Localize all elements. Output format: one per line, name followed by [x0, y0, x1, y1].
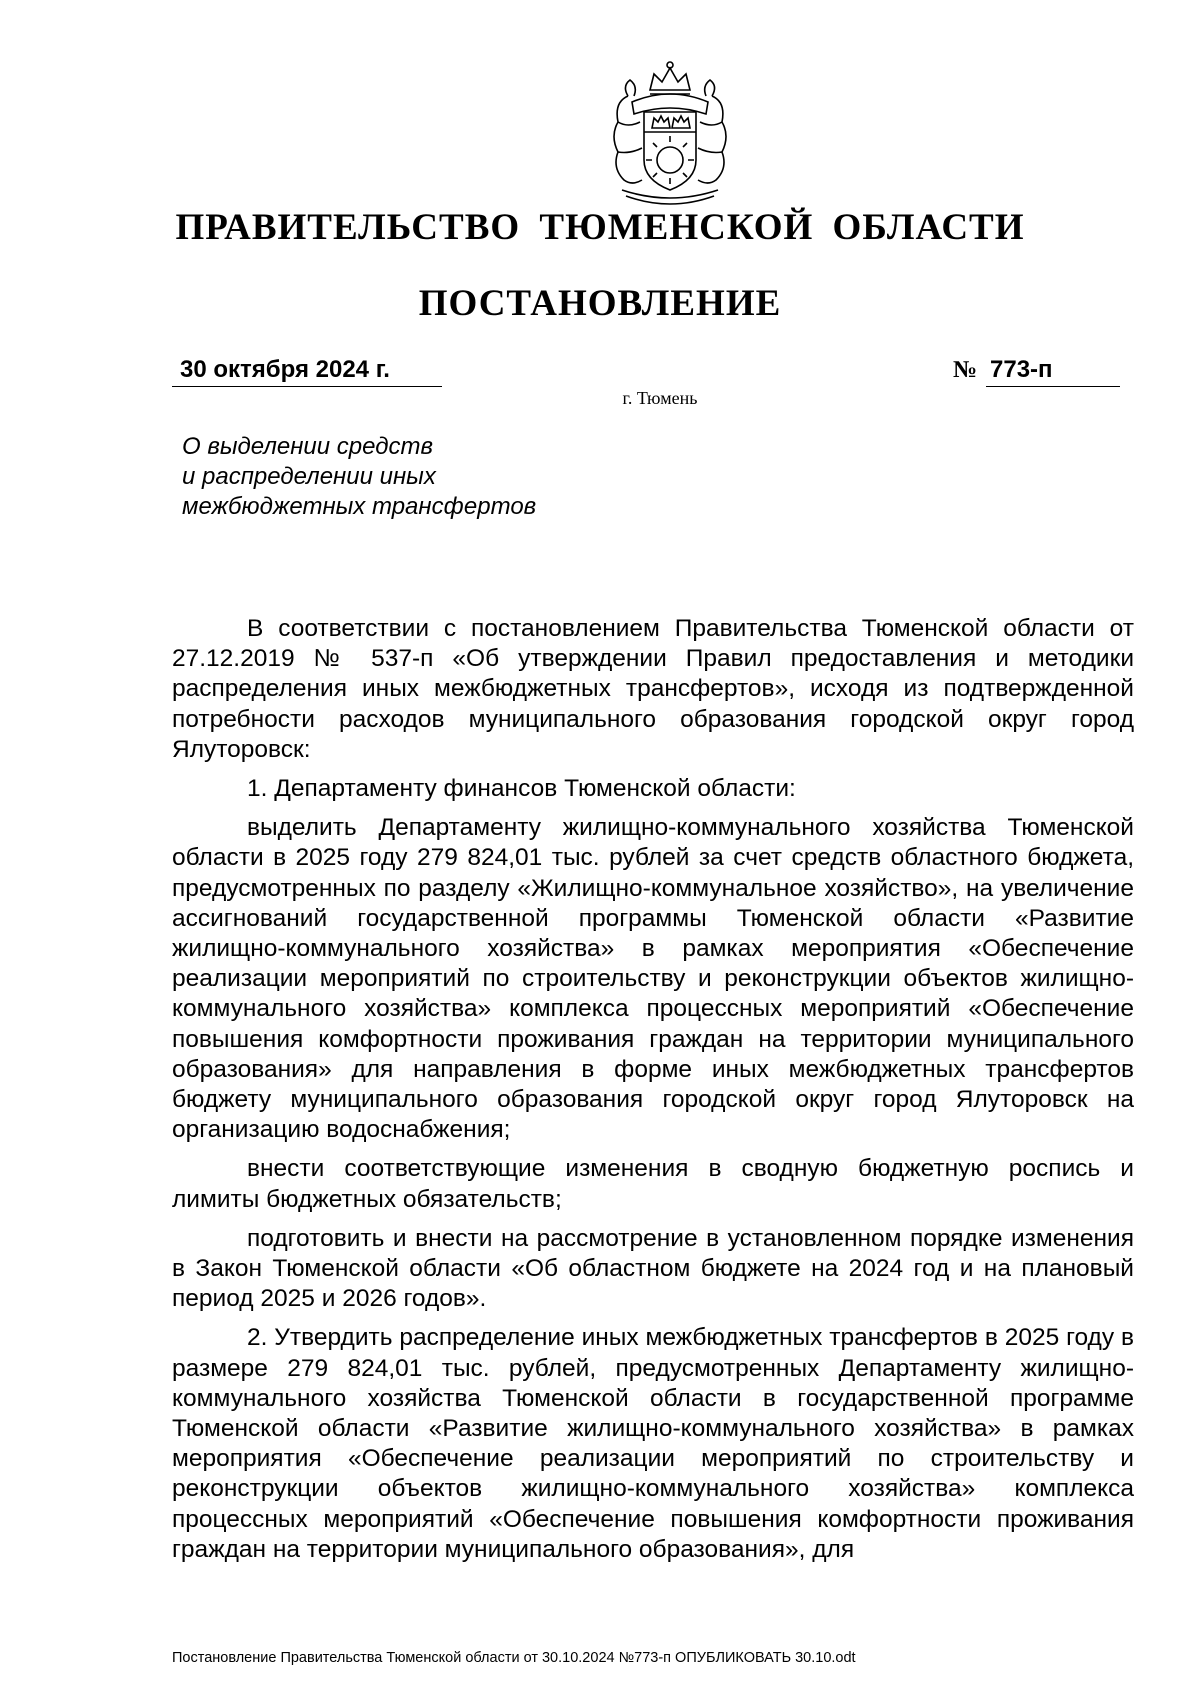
- body-paragraph-preamble: В соответствии с постановлением Правительства Тюменской области от 27.12.2019 № 537-п «Об утверждении Правил предоставления и методики распределения иных межбюджетных трансфертов», исходя из подтвержденной потребности расходов муниципального образования городской округ город Ялуторовск:: [172, 615, 1134, 763]
- government-title: ПРАВИТЕЛЬСТВО ТЮМЕНСКОЙ ОБЛАСТИ: [175, 207, 1025, 248]
- coat-of-arms-icon: [588, 56, 752, 208]
- subject-line: межбюджетных трансфертов: [182, 493, 537, 520]
- document-city: г. Тюмень: [622, 388, 698, 408]
- document-footer: Постановление Правительства Тюменской области от 30.10.2024 №773-п ОПУБЛИКОВАТЬ 30.10.odt: [172, 1650, 856, 1666]
- body-paragraph-amend-budget: внести соответствующие изменения в сводную бюджетную роспись и лимиты бюджетных обязательств;: [172, 1155, 1134, 1213]
- document-number: 773-п: [986, 355, 1120, 387]
- body-paragraph-prepare-law: подготовить и внести на рассмотрение в установленном порядке изменения в Закон Тюменской области «Об областном бюджете на 2024 год и на плановый период 2025 и 2026 годов».: [172, 1224, 1134, 1313]
- subject-line: О выделении средств: [182, 433, 434, 460]
- subject-line: и распределении иных: [182, 463, 436, 490]
- document-body: [172, 614, 1134, 1574]
- body-paragraph-item-1: 1. Департаменту финансов Тюменской области:: [247, 775, 796, 803]
- document-kind-title: ПОСТАНОВЛЕНИЕ: [418, 283, 782, 324]
- body-paragraph-allocate: выделить Департаменту жилищно-коммунального хозяйства Тюменской области в 2025 году 279 824,01 тыс. рублей за счет средств областного бюджета, предусмотренных по разделу «Жилищно-коммунальное хозяйство», на увеличение ассигнований государственной программы Тюменской области «Развитие жилищно-коммунального хозяйства» в рамках мероприятия «Обеспечение реализации мероприятий по строительству и реконструкции объектов жилищно-коммунального хозяйства» комплекса процессных мероприятий «Обеспечение повышения комфортности проживания граждан на территории муниципального образования» для направления в форме иных межбюджетных трансфертов бюджету муниципального образования городской округ город Ялуторовск на организацию водоснабжения;: [172, 814, 1134, 1144]
- body-paragraph-item-2: 2. Утвердить распределение иных межбюджетных трансфертов в 2025 году в размере 279 824,01 тыс. рублей, предусмотренных Департаменту жилищно-коммунального хозяйства Тюменской области в государственной программе Тюменской области «Развитие жилищно-коммунального хозяйства» в рамках мероприятия «Обеспечение реализации мероприятий по строительству и реконструкции объектов жилищно-коммунального хозяйства» комплекса процессных мероприятий «Обеспечение повышения комфортности проживания граждан на территории муниципального образования», для: [172, 1324, 1134, 1563]
- document-subject: [182, 432, 642, 522]
- document-date: 30 октября 2024 г.: [172, 355, 442, 387]
- document-number-label: №: [953, 357, 978, 383]
